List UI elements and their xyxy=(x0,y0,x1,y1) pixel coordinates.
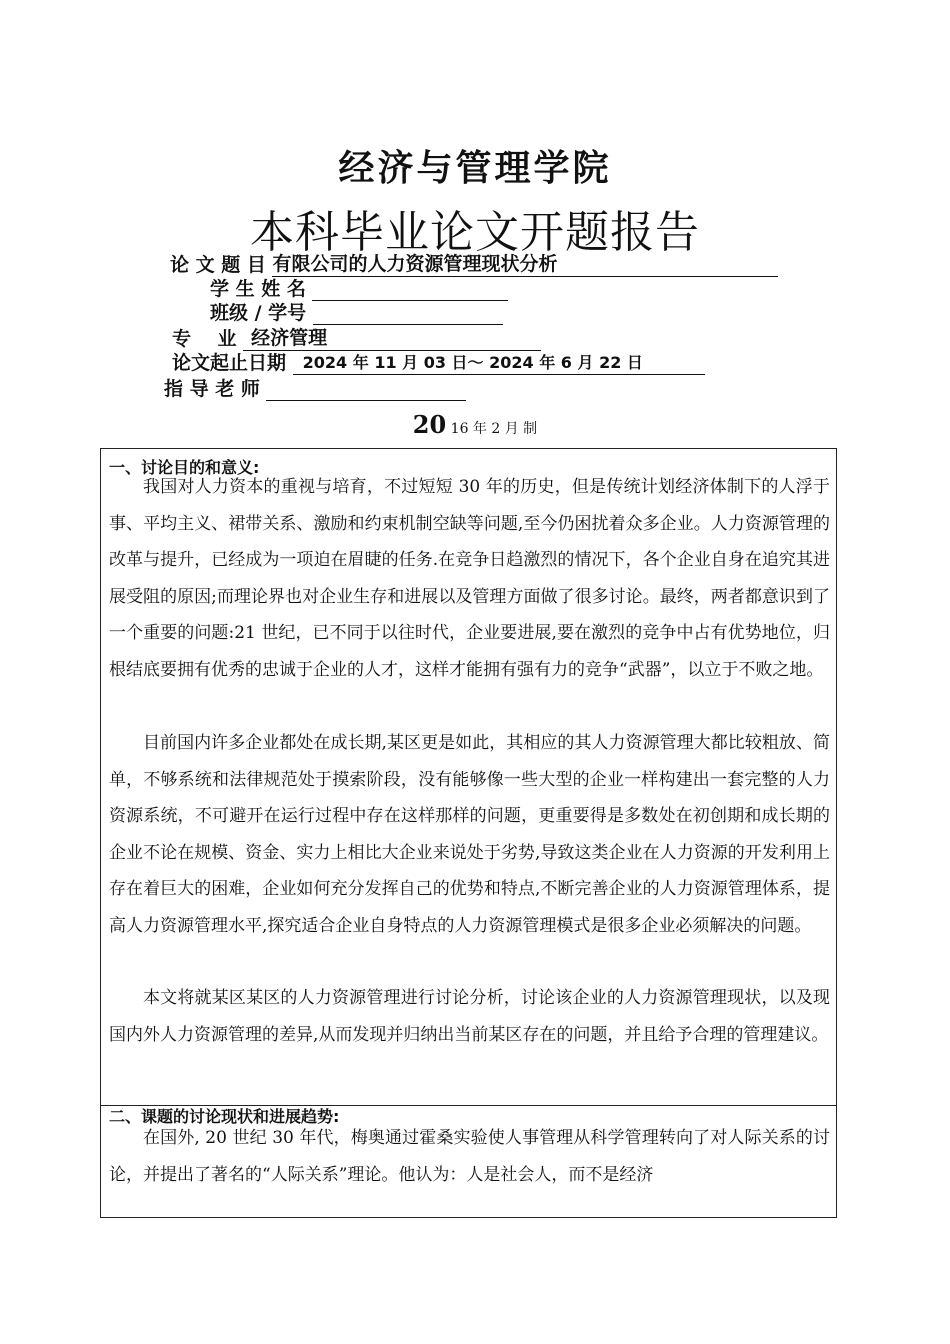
report-title: 本科毕业论文开题报告 xyxy=(250,207,700,258)
date-label: 论文起止日期 xyxy=(172,352,287,374)
major-value: 经济管理 xyxy=(243,327,541,351)
class-field xyxy=(210,298,503,325)
made-date xyxy=(0,410,950,439)
class-label: 班级 / 学号 xyxy=(210,302,307,324)
made-rest: 16 年 2 月 制 xyxy=(450,421,538,437)
topic-field xyxy=(170,250,778,277)
section-1-paragraph-2: 目前国内许多企业都处在成长期,某区更是如此，其相应的其人力资源管理大都比较粗放、简单，不够系统和法律规范处于摸索阶段，没有能够像一些大型的企业一样构建出一套完整的人力资源系统，不可避开在运行过程中存在这样那样的问题，更重要得是多数处在初创期和成长期的企业不论在规模、资金、实力上相比大企业来说处于劣势,导致这类企业在人力资源的开发利用上存在着巨大的困难，企业如何充分发挥自己的优势和特点,不断完善企业的人力资源管理体系，提高人力资源管理水平,探究适合企业自身特点的人力资源管理模式是很多企业必须解决的问题。 xyxy=(109,733,830,936)
report-content-box xyxy=(100,448,837,1218)
section-2-heading: 二、课题的讨论现状和进展趋势: xyxy=(109,1107,340,1126)
made-year-big: 20 xyxy=(412,410,447,439)
section-1-paragraph-1: 我国对人力资本的重视与培育，不过短短 30 年的历史，但是传统计划经济体制下的人浮于事、平均主义、裙带关系、激励和约束机制空缺等问题,至今仍困扰着众多企业。人力资源管理的改革与提升，已经成为一项迫在眉睫的任务.在竞争日趋激烈的情况下，各个企业自身在追究其进展受阻的原因;而理论界也对企业生存和进展以及管理方面做了很多讨论。最终，两者都意识到了一个重要的问题:21 世纪，已不同于以往时代，企业要进展,要在激烈的竞争中占有优势地位，归根结底要拥有优秀的忠诚于企业的人才，这样才能拥有强有力的竞争“武器”，以立于不败之地。 xyxy=(109,477,830,680)
topic-value: 有限公司的人力资源管理现状分析 xyxy=(272,253,778,277)
section-1-heading: 一、讨论目的和意义: xyxy=(109,458,260,477)
section-1-paragraph-3: 本文将就某区某区的人力资源管理进行讨论分析，讨论该企业的人力资源管理现状，以及现国内外人力资源管理的差异,从而发现并归纳出当前某区存在的问题，并且给予合理的管理建议。 xyxy=(109,988,830,1045)
advisor-value xyxy=(266,377,466,401)
date-field xyxy=(172,348,705,375)
class-value xyxy=(313,301,503,325)
section-2-paragraph-1: 在国外, 20 世纪 30 年代，梅奥通过霍桑实验使人事管理从科学管理转向了对人际关系的讨论，并提出了著名的“人际关系”理论。他认为：人是社会人，而不是经济 xyxy=(109,1128,830,1185)
advisor-field xyxy=(164,374,466,401)
student-field xyxy=(210,274,508,301)
topic-label: 论 文 题 目 xyxy=(170,254,266,276)
college-name: 经济与管理学院 xyxy=(338,148,612,189)
date-value: 2024 年 11 月 03 日～ 2024 年 6 月 22 日 xyxy=(293,351,705,375)
major-label: 专 业 xyxy=(172,328,237,350)
major-field xyxy=(172,324,541,351)
student-label: 学 生 姓 名 xyxy=(210,278,306,300)
advisor-label: 指 导 老 师 xyxy=(164,378,260,400)
